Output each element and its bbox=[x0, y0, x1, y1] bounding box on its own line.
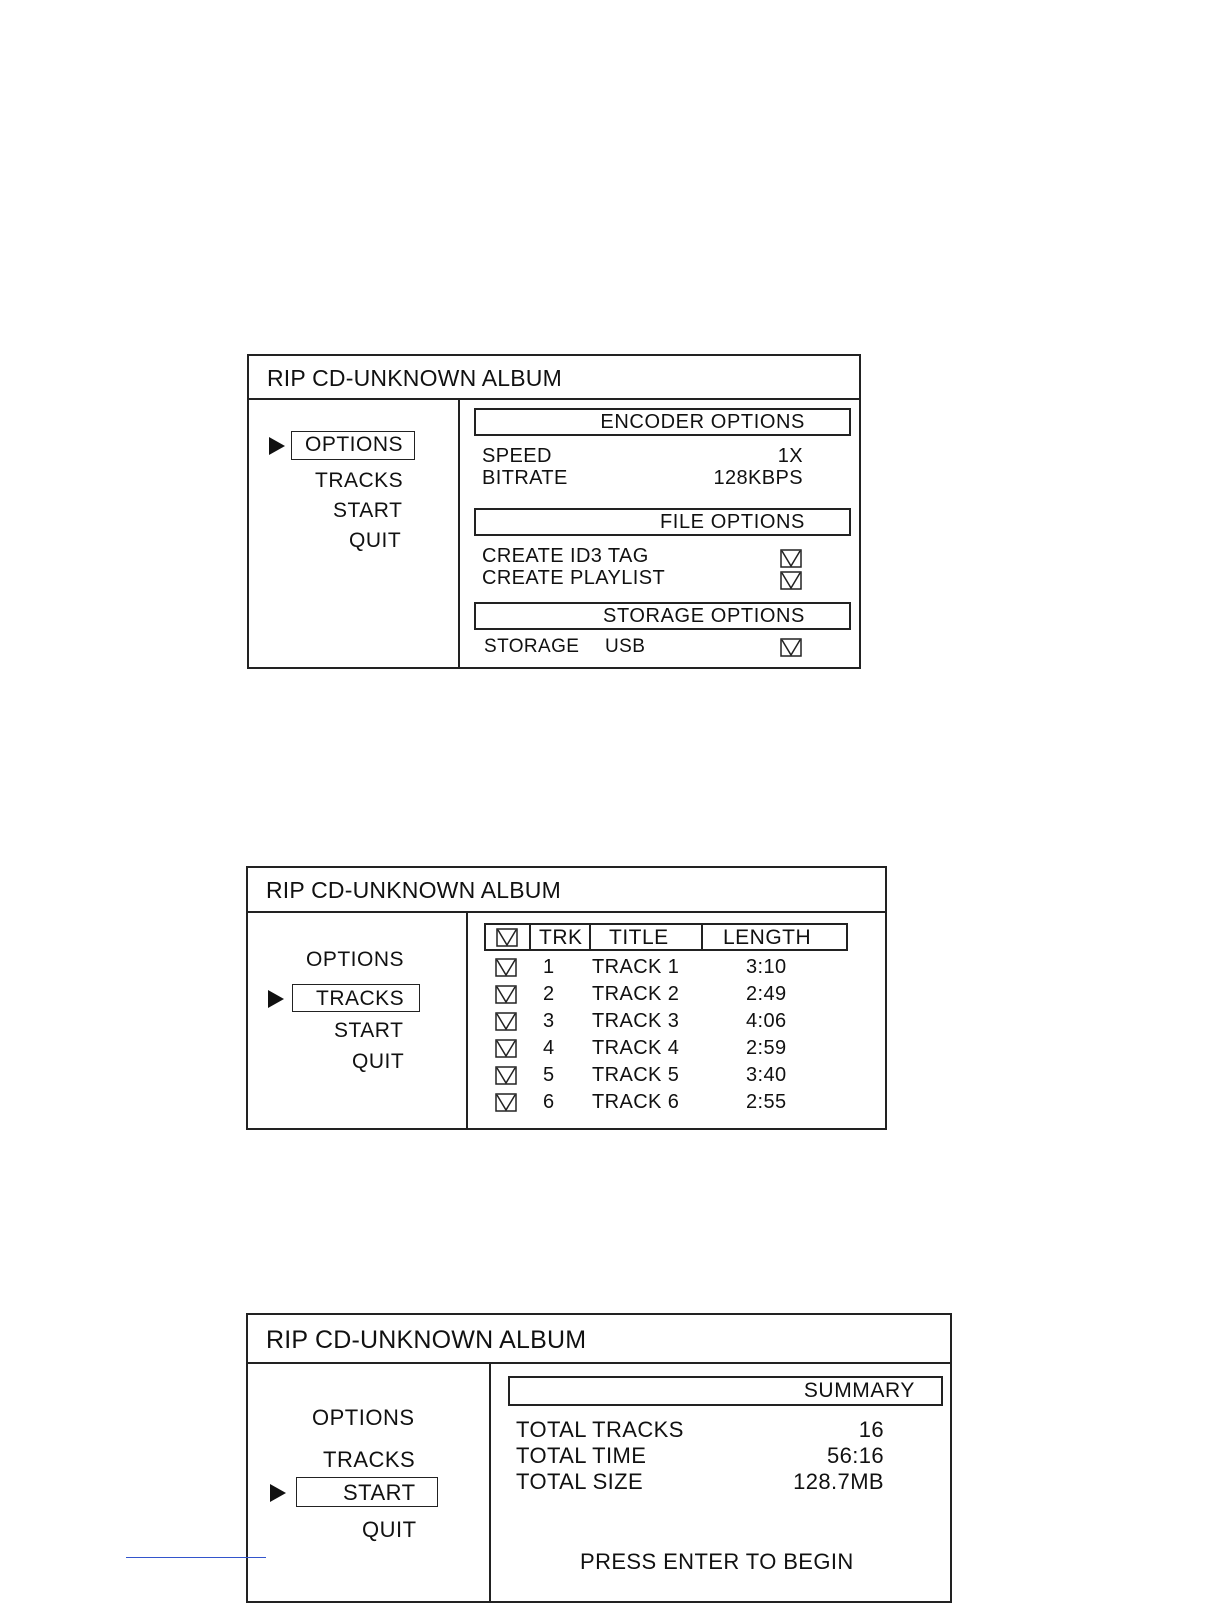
link-underline bbox=[126, 1557, 266, 1558]
panel-divider bbox=[489, 1362, 491, 1601]
selection-arrow-icon bbox=[270, 1484, 286, 1502]
bitrate-label: BITRATE bbox=[482, 467, 568, 489]
selection-arrow-icon bbox=[269, 437, 285, 455]
menu-item-quit[interactable]: QUIT bbox=[349, 529, 402, 552]
summary-header bbox=[508, 1376, 943, 1406]
checkbox-icon[interactable] bbox=[780, 549, 802, 568]
storage-label: STORAGE bbox=[484, 636, 580, 657]
menu-item-quit[interactable]: QUIT bbox=[352, 1050, 405, 1073]
track-length: 2:55 bbox=[746, 1091, 787, 1113]
storage-options-label: STORAGE OPTIONS bbox=[603, 605, 805, 627]
panel-divider bbox=[466, 911, 468, 1128]
checkbox-icon[interactable] bbox=[495, 1066, 517, 1085]
create-playlist-label: CREATE PLAYLIST bbox=[482, 567, 666, 589]
total-time-value: 56:16 bbox=[826, 1443, 884, 1468]
encoder-options-label: ENCODER OPTIONS bbox=[600, 411, 805, 433]
press-enter-prompt: PRESS ENTER TO BEGIN bbox=[580, 1549, 854, 1574]
track-number: 5 bbox=[543, 1064, 555, 1086]
menu-item-tracks[interactable]: TRACKS bbox=[315, 469, 404, 492]
start-screen bbox=[246, 1313, 952, 1603]
column-separator bbox=[529, 925, 531, 949]
track-row[interactable] bbox=[484, 956, 848, 982]
checkbox-icon[interactable] bbox=[495, 1012, 517, 1031]
track-length: 4:06 bbox=[746, 1010, 787, 1032]
track-title: TRACK 6 bbox=[592, 1091, 680, 1113]
track-length: 3:40 bbox=[746, 1064, 787, 1086]
track-number: 4 bbox=[543, 1037, 555, 1059]
track-row[interactable] bbox=[484, 1010, 848, 1036]
checkbox-icon[interactable] bbox=[495, 985, 517, 1004]
checkbox-icon[interactable] bbox=[495, 958, 517, 977]
window-title-bar bbox=[248, 868, 885, 913]
track-title: TRACK 5 bbox=[592, 1064, 680, 1086]
track-row[interactable] bbox=[484, 1091, 848, 1117]
summary-label: SUMMARY bbox=[803, 1379, 915, 1402]
window-title: RIP CD-UNKNOWN ALBUM bbox=[266, 877, 561, 903]
track-row[interactable] bbox=[484, 1037, 848, 1063]
checkbox-icon[interactable] bbox=[780, 571, 802, 590]
speed-value[interactable]: 1X bbox=[777, 445, 803, 467]
encoder-options-header bbox=[474, 408, 851, 436]
menu-item-tracks[interactable]: TRACKS bbox=[323, 1447, 416, 1472]
menu-item-tracks[interactable]: TRACKS bbox=[316, 987, 405, 1010]
track-number: 1 bbox=[543, 956, 555, 978]
track-row[interactable] bbox=[484, 983, 848, 1009]
menu-item-options[interactable]: OPTIONS bbox=[305, 433, 404, 456]
track-length: 2:59 bbox=[746, 1037, 787, 1059]
storage-value[interactable]: USB bbox=[605, 636, 646, 657]
tracks-screen bbox=[246, 866, 887, 1130]
speed-label: SPEED bbox=[482, 445, 552, 467]
track-length: 2:49 bbox=[746, 983, 787, 1005]
options-screen bbox=[247, 354, 861, 669]
track-title: TRACK 3 bbox=[592, 1010, 680, 1032]
track-number: 2 bbox=[543, 983, 555, 1005]
track-row[interactable] bbox=[484, 1064, 848, 1090]
checkbox-icon[interactable] bbox=[495, 1093, 517, 1112]
checkbox-icon[interactable] bbox=[495, 1039, 517, 1058]
track-title: TRACK 2 bbox=[592, 983, 680, 1005]
create-id3-tag-label: CREATE ID3 TAG bbox=[482, 545, 649, 567]
track-number: 6 bbox=[543, 1091, 555, 1113]
window-title-bar bbox=[249, 356, 859, 400]
track-length: 3:10 bbox=[746, 956, 787, 978]
menu-item-start[interactable]: START bbox=[334, 1019, 404, 1042]
track-number: 3 bbox=[543, 1010, 555, 1032]
track-title: TRACK 1 bbox=[592, 956, 680, 978]
total-tracks-label: TOTAL TRACKS bbox=[516, 1417, 684, 1442]
file-options-header bbox=[474, 508, 851, 536]
total-time-label: TOTAL TIME bbox=[516, 1443, 647, 1468]
column-header-title: TITLE bbox=[609, 926, 669, 949]
column-separator bbox=[589, 925, 591, 949]
window-title: RIP CD-UNKNOWN ALBUM bbox=[266, 1326, 587, 1354]
window-title: RIP CD-UNKNOWN ALBUM bbox=[267, 365, 562, 391]
menu-item-options[interactable]: OPTIONS bbox=[312, 1405, 415, 1430]
file-options-label: FILE OPTIONS bbox=[659, 511, 805, 533]
total-tracks-value: 16 bbox=[858, 1417, 884, 1442]
selection-arrow-icon bbox=[268, 990, 284, 1008]
window-title-bar bbox=[248, 1315, 950, 1364]
column-header-length: LENGTH bbox=[723, 926, 812, 949]
column-header-trk: TRK bbox=[539, 926, 583, 949]
menu-item-start[interactable]: START bbox=[343, 1480, 416, 1505]
bitrate-value[interactable]: 128KBPS bbox=[713, 467, 803, 489]
track-table-header bbox=[484, 923, 848, 951]
select-all-checkbox-icon[interactable] bbox=[496, 928, 518, 947]
total-size-value: 128.7MB bbox=[793, 1469, 884, 1494]
menu-item-options[interactable]: OPTIONS bbox=[306, 948, 405, 971]
track-title: TRACK 4 bbox=[592, 1037, 680, 1059]
panel-divider bbox=[458, 398, 460, 667]
total-size-label: TOTAL SIZE bbox=[516, 1469, 644, 1494]
column-separator bbox=[701, 925, 703, 949]
menu-item-quit[interactable]: QUIT bbox=[362, 1517, 417, 1542]
menu-item-start[interactable]: START bbox=[333, 499, 403, 522]
storage-options-header bbox=[474, 602, 851, 630]
checkbox-icon[interactable] bbox=[780, 638, 802, 657]
